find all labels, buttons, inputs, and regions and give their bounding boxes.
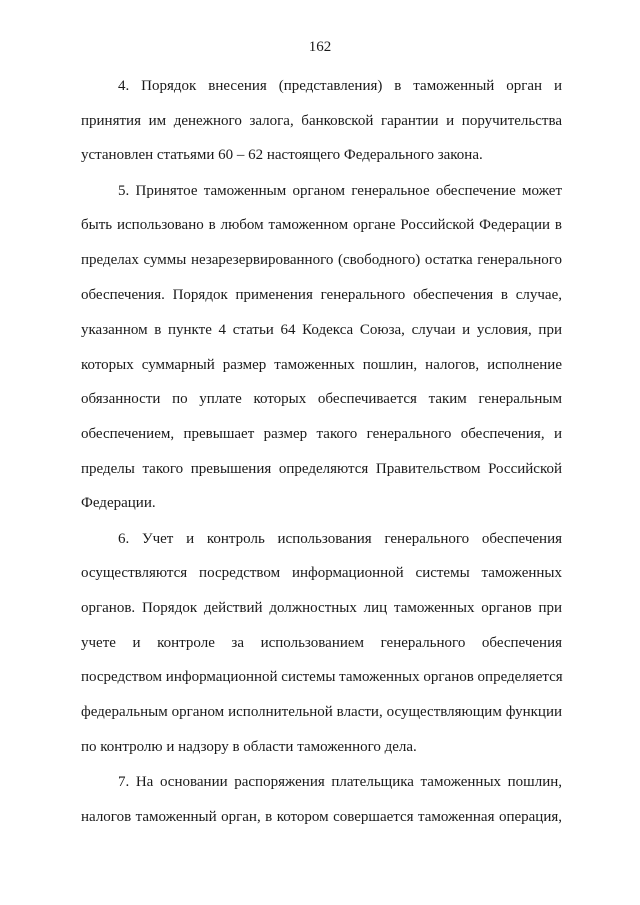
paragraph-line: 5. Принятое таможенным органом генеральное обеспечение может — [118, 183, 562, 199]
paragraph-line: указанном в пункте 4 статьи 64 Кодекса Союза, случаи и условия, при — [81, 322, 562, 338]
paragraph-line: учете и контроле за использованием генерального обеспечения — [81, 635, 562, 651]
page-number: 162 — [308, 39, 332, 55]
paragraph-line: 6. Учет и контроль использования генерального обеспечения — [118, 531, 562, 547]
paragraph-line: принятия им денежного залога, банковской гарантии и поручительства — [81, 113, 562, 129]
paragraph-line: пределы такого превышения определяются Правительством Российской — [81, 461, 562, 477]
paragraph-line: Федерации. — [81, 495, 156, 511]
paragraph-line: налогов таможенный орган, в котором совершается таможенная операция, — [81, 809, 562, 825]
paragraph-line: 7. На основании распоряжения плательщика таможенных пошлин, — [118, 774, 562, 790]
paragraph-line: обеспечением, превышает размер такого генерального обеспечения, и — [81, 426, 562, 442]
paragraph-line: органов. Порядок действий должностных лиц таможенных органов при — [81, 600, 562, 616]
paragraph-line: посредством информационной системы таможенных органов определяется — [81, 669, 563, 685]
paragraph-line: осуществляются посредством информационной системы таможенных — [81, 565, 562, 581]
paragraph-line: обеспечения. Порядок применения генерального обеспечения в случае, — [81, 287, 562, 303]
paragraph-line: обязанности по уплате которых обеспечивается таким генеральным — [81, 391, 562, 407]
paragraph-line: которых суммарный размер таможенных пошлин, налогов, исполнение — [81, 357, 562, 373]
paragraph-line: федеральным органом исполнительной власти, осуществляющим функции — [81, 704, 562, 720]
paragraph-line: по контролю и надзору в области таможенного дела. — [81, 739, 417, 755]
paragraph-line: установлен статьями 60 – 62 настоящего Федерального закона. — [81, 147, 483, 163]
paragraph-line: пределах суммы незарезервированного (свободного) остатка генерального — [81, 252, 562, 268]
paragraph-line: быть использовано в любом таможенном органе Российской Федерации в — [81, 217, 562, 233]
paragraph-line: 4. Порядок внесения (представления) в таможенный орган и — [118, 78, 562, 94]
